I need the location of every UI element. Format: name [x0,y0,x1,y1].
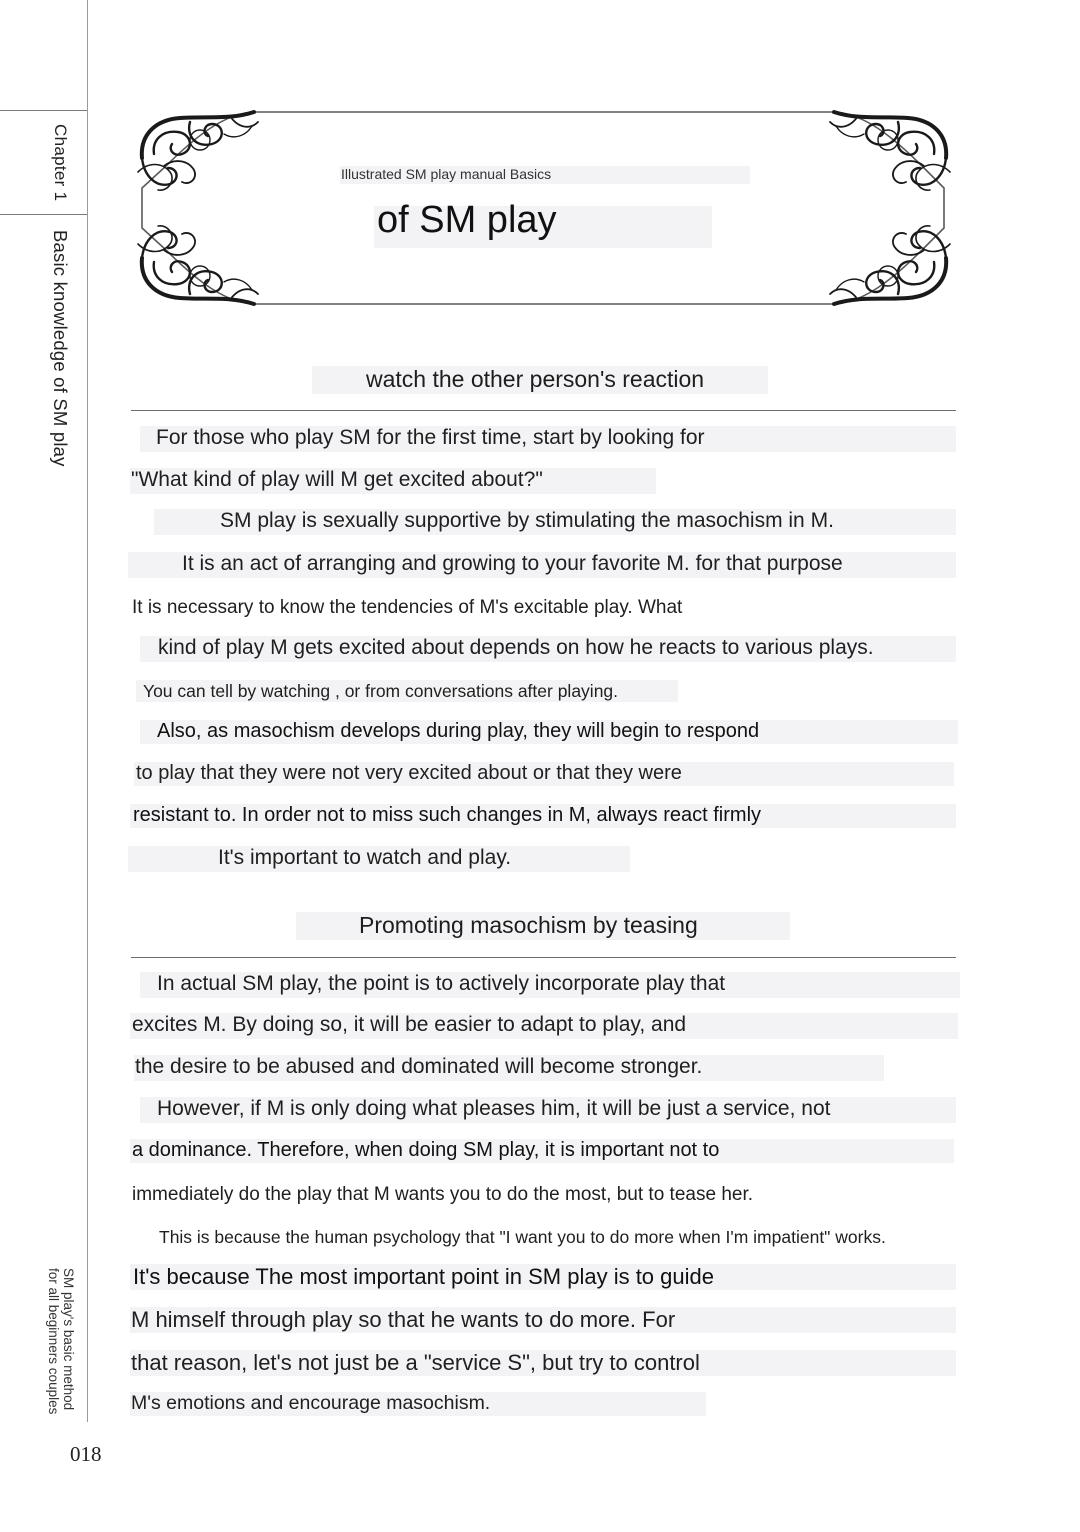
paragraph-line: In actual SM play, the point is to actively incorporate play that [157,972,726,995]
paragraph-line: kind of play M gets excited about depends on how he reacts to various plays. [158,636,874,659]
header-subtitle: Illustrated SM play manual Basics [341,166,552,182]
side-rail-divider [87,0,88,1422]
book-title-line-1: SM play's basic method [61,1268,76,1411]
book-title [46,1268,76,1414]
page-number: 018 [70,1442,102,1466]
paragraph-line: However, if M is only doing what pleases him, it will be just a service, not [157,1097,831,1120]
paragraph-line: This is because the human psychology that "I want you to do more when I'm impatient" works. [159,1227,886,1247]
paragraph-line: "What kind of play will M get excited about?" [131,468,543,491]
header-title: of SM play [377,199,557,241]
book-title-line-2: for all beginners couples [46,1268,61,1415]
chapter-label: Chapter 1 [51,124,70,202]
paragraph-line: excites M. By doing so, it will be easier to adapt to play, and [132,1013,687,1036]
paragraph-line: immediately do the play that M wants you to do the most, but to tease her. [132,1184,754,1205]
paragraph-line: For those who play SM for the first time, start by looking for [156,426,705,449]
paragraph-line: It's because The most important point in SM play is to guide [133,1264,714,1289]
paragraph-line: that reason, let's not just be a "service S", but try to control [131,1350,700,1375]
paragraph-line: Also, as masochism develops during play, they will begin to respond [157,720,760,742]
section-heading-1: watch the other person's reaction [366,366,705,392]
paragraph-line: to play that they were not very excited about or that they were [136,762,682,784]
paragraph-line: the desire to be abused and dominated will become stronger. [135,1055,703,1078]
chapter-rule-bottom [0,214,87,215]
chapter-title: Basic knowledge of SM play [50,230,71,467]
paragraph-line: resistant to. In order not to miss such changes in M, always react firmly [133,804,762,826]
paragraph-line: You can tell by watching , or from conversations after playing. [143,681,619,701]
paragraph-line: M's emotions and encourage masochism. [131,1392,491,1414]
paragraph-line: M himself through play so that he wants to do more. For [131,1307,676,1332]
chapter-rule-top [0,110,87,111]
paragraph-line: It is an act of arranging and growing to your favorite M. for that purpose [182,552,843,575]
paragraph-line: It is necessary to know the tendencies of M's excitable play. What [132,597,683,618]
paragraph-line: a dominance. Therefore, when doing SM play, it is important not to [132,1139,720,1161]
section-rule-1 [131,410,956,411]
section-heading-2: Promoting masochism by teasing [359,912,698,938]
section-rule-2 [131,957,956,958]
paragraph-line: SM play is sexually supportive by stimulating the masochism in M. [220,509,834,532]
paragraph-line: It's important to watch and play. [218,846,512,869]
